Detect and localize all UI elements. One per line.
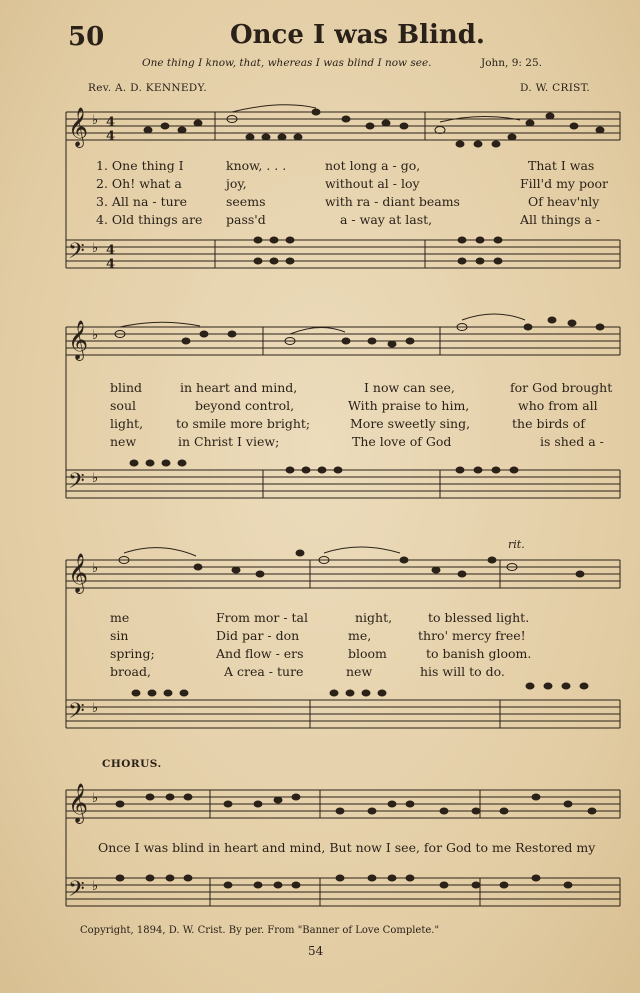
lyric-v4-b: pass'd bbox=[226, 212, 266, 227]
bass-clef-icon: 𝄢 bbox=[68, 469, 85, 499]
flat-icon: ♭ bbox=[92, 241, 99, 256]
lyric-v1-a: me bbox=[110, 610, 130, 625]
lyric-v1-b: From mor - tal bbox=[216, 610, 308, 625]
treble-clef-icon: 𝄞 bbox=[68, 107, 89, 147]
lyric-v4-c: The love of God bbox=[352, 434, 452, 449]
epigraph: One thing I know, that, whereas I was blind I now see. bbox=[142, 57, 432, 69]
treble-clef-icon: 𝄞 bbox=[68, 553, 89, 593]
chorus-lyric: Once I was blind in heart and mind, But now I see, for God to me Restored my bbox=[98, 840, 596, 855]
lyric-v3-d: to banish gloom. bbox=[426, 646, 532, 661]
lyric-v2-c: With praise to him, bbox=[348, 398, 470, 413]
flat-icon: ♭ bbox=[92, 791, 99, 806]
lyric-v2-a: 2. Oh! what a bbox=[96, 176, 182, 191]
svg-text:4: 4 bbox=[106, 129, 116, 144]
hymn-number: 50 bbox=[68, 22, 105, 52]
lyric-v3-a: light, bbox=[110, 416, 144, 431]
flat-icon: ♭ bbox=[92, 561, 99, 576]
lyric-v3-b: to smile more bright; bbox=[176, 416, 311, 431]
treble-clef-icon: 𝄞 bbox=[68, 320, 89, 360]
lyric-v4-d: is shed a - bbox=[540, 434, 604, 449]
copyright-notice: Copyright, 1894, D. W. Crist. By per. From "Banner of Love Complete." bbox=[80, 925, 440, 936]
lyric-v4-d: All things a - bbox=[520, 212, 601, 227]
lyric-v3-c: bloom bbox=[348, 646, 387, 661]
svg-text:4: 4 bbox=[106, 257, 116, 272]
lyric-v1-c: night, bbox=[355, 610, 393, 625]
lyric-v4-a: broad, bbox=[110, 664, 151, 679]
lyric-v2-d: thro' mercy free! bbox=[418, 628, 526, 643]
scripture-reference: John, 9: 25. bbox=[481, 57, 542, 69]
lyric-v4-c: new bbox=[346, 664, 373, 679]
flat-icon: ♭ bbox=[92, 879, 99, 894]
page-number: 54 bbox=[308, 944, 324, 958]
lyric-v2-a: sin bbox=[110, 628, 129, 643]
lyric-v2-b: beyond control, bbox=[195, 398, 295, 413]
flat-icon: ♭ bbox=[92, 113, 99, 128]
lyric-v2-d: Fill'd my poor bbox=[520, 176, 608, 191]
lyric-v3-a: 3. All na - ture bbox=[96, 194, 188, 209]
lyric-v4-b: A crea - ture bbox=[224, 664, 304, 679]
lyric-v3-a: spring; bbox=[110, 646, 155, 661]
lyric-v2-b: joy, bbox=[226, 176, 247, 191]
lyric-v4-c: a - way at last, bbox=[340, 212, 433, 227]
hymn-title: Once I was Blind. bbox=[230, 20, 485, 50]
lyric-v2-d: who from all bbox=[518, 398, 598, 413]
bass-clef-icon: 𝄢 bbox=[68, 877, 85, 907]
lyric-v1-c: not long a - go, bbox=[325, 158, 421, 173]
lyric-v3-b: seems bbox=[226, 194, 266, 209]
lyric-v2-a: soul bbox=[110, 398, 136, 413]
author-credit: Rev. A. D. KENNEDY. bbox=[88, 82, 208, 94]
lyric-v2-c: without al - loy bbox=[325, 176, 420, 191]
flat-icon: ♭ bbox=[92, 328, 99, 343]
lyric-v1-b: in heart and mind, bbox=[180, 380, 298, 395]
lyric-v1-d: That I was bbox=[528, 158, 595, 173]
lyric-v4-b: in Christ I view; bbox=[178, 434, 280, 449]
staff-system3-bass bbox=[66, 560, 620, 728]
lyric-v3-d: Of heav'nly bbox=[528, 194, 600, 209]
lyric-v2-c: me, bbox=[348, 628, 372, 643]
lyric-v2-b: Did par - don bbox=[216, 628, 300, 643]
lyric-v1-a: blind bbox=[110, 380, 143, 395]
lyric-v3-d: the birds of bbox=[512, 416, 585, 431]
tempo-marking: rit. bbox=[508, 538, 525, 551]
lyric-v1-b: know, . . . bbox=[226, 158, 287, 173]
flat-icon: ♭ bbox=[92, 471, 99, 486]
composer-credit: D. W. CRIST. bbox=[520, 82, 591, 94]
lyric-v4-a: 4. Old things are bbox=[96, 212, 203, 227]
flat-icon: ♭ bbox=[92, 701, 99, 716]
lyric-v1-d: for God brought bbox=[510, 380, 613, 395]
lyric-v1-a: 1. One thing I bbox=[96, 158, 184, 173]
lyric-v3-c: with ra - diant beams bbox=[325, 194, 460, 209]
chorus-label: CHORUS. bbox=[102, 758, 162, 770]
svg-text:4: 4 bbox=[106, 115, 116, 130]
lyric-v1-c: I now can see, bbox=[364, 380, 455, 395]
lyric-v3-b: And flow - ers bbox=[216, 646, 304, 661]
lyric-v4-a: new bbox=[110, 434, 137, 449]
lyric-v1-d: to blessed light. bbox=[428, 610, 530, 625]
svg-text:4: 4 bbox=[106, 243, 116, 258]
bass-clef-icon: 𝄢 bbox=[68, 699, 85, 729]
lyric-v3-c: More sweetly sing, bbox=[350, 416, 471, 431]
lyric-v4-d: his will to do. bbox=[420, 664, 505, 679]
treble-clef-icon: 𝄞 bbox=[68, 783, 89, 823]
bass-clef-icon: 𝄢 bbox=[68, 239, 85, 269]
staff-system3-treble bbox=[66, 560, 620, 588]
